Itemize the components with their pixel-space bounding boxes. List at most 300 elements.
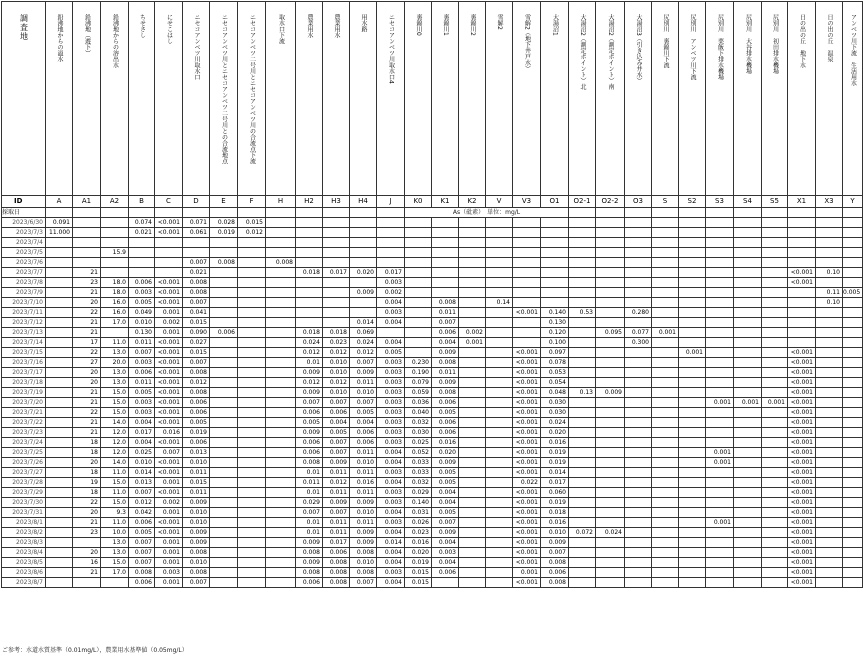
value-cell[interactable] xyxy=(596,418,625,428)
value-cell[interactable]: 0.027 xyxy=(183,338,210,348)
value-cell[interactable] xyxy=(762,468,788,478)
value-cell[interactable] xyxy=(843,418,863,428)
value-cell[interactable] xyxy=(652,228,679,238)
value-cell[interactable]: 17 xyxy=(73,338,101,348)
value-cell[interactable] xyxy=(596,268,625,278)
date-cell[interactable]: 2023/8/2 xyxy=(2,528,46,538)
value-cell[interactable] xyxy=(266,468,296,478)
value-cell[interactable] xyxy=(788,238,816,248)
date-cell[interactable]: 2023/7/10 xyxy=(2,298,46,308)
value-cell[interactable] xyxy=(266,308,296,318)
value-cell[interactable]: 0.008 xyxy=(350,568,377,578)
value-cell[interactable]: <0.001 xyxy=(513,488,541,498)
value-cell[interactable] xyxy=(210,318,238,328)
value-cell[interactable] xyxy=(843,428,863,438)
value-cell[interactable] xyxy=(486,568,513,578)
value-cell[interactable]: 0.01 xyxy=(296,488,323,498)
value-cell[interactable]: 21 xyxy=(73,418,101,428)
value-cell[interactable] xyxy=(734,538,762,548)
value-cell[interactable] xyxy=(762,238,788,248)
value-cell[interactable] xyxy=(625,278,652,288)
value-cell[interactable]: 0.003 xyxy=(377,468,405,478)
value-cell[interactable] xyxy=(73,228,101,238)
value-cell[interactable]: <0.001 xyxy=(155,368,183,378)
value-cell[interactable] xyxy=(843,448,863,458)
value-cell[interactable] xyxy=(129,238,155,248)
value-cell[interactable] xyxy=(734,328,762,338)
value-cell[interactable] xyxy=(238,258,266,268)
value-cell[interactable] xyxy=(266,318,296,328)
date-cell[interactable]: 2023/7/19 xyxy=(2,388,46,398)
value-cell[interactable]: 0.004 xyxy=(432,338,459,348)
value-cell[interactable] xyxy=(569,428,596,438)
value-cell[interactable] xyxy=(788,248,816,258)
value-cell[interactable] xyxy=(569,438,596,448)
value-cell[interactable]: 0.005 xyxy=(296,418,323,428)
value-cell[interactable]: 0.012 xyxy=(238,228,266,238)
value-cell[interactable] xyxy=(706,368,734,378)
value-cell[interactable] xyxy=(513,288,541,298)
value-cell[interactable] xyxy=(625,298,652,308)
value-cell[interactable] xyxy=(843,368,863,378)
value-cell[interactable]: 18.0 xyxy=(101,278,129,288)
value-cell[interactable] xyxy=(210,448,238,458)
value-cell[interactable] xyxy=(266,218,296,228)
value-cell[interactable]: 0.009 xyxy=(183,528,210,538)
value-cell[interactable]: 0.001 xyxy=(155,548,183,558)
value-cell[interactable]: <0.001 xyxy=(513,548,541,558)
value-cell[interactable]: 20.0 xyxy=(101,358,129,368)
value-cell[interactable]: 0.009 xyxy=(323,458,350,468)
value-cell[interactable]: 0.033 xyxy=(405,458,432,468)
value-cell[interactable] xyxy=(459,218,486,228)
value-cell[interactable] xyxy=(569,408,596,418)
value-cell[interactable] xyxy=(706,258,734,268)
value-cell[interactable] xyxy=(569,478,596,488)
value-cell[interactable] xyxy=(596,298,625,308)
value-cell[interactable] xyxy=(459,438,486,448)
value-cell[interactable]: 0.005 xyxy=(432,408,459,418)
value-cell[interactable] xyxy=(652,498,679,508)
value-cell[interactable] xyxy=(843,518,863,528)
value-cell[interactable] xyxy=(101,238,129,248)
value-cell[interactable]: 23 xyxy=(73,528,101,538)
value-cell[interactable] xyxy=(210,368,238,378)
value-cell[interactable] xyxy=(46,308,73,318)
value-cell[interactable]: 21 xyxy=(73,428,101,438)
value-cell[interactable] xyxy=(296,218,323,228)
value-cell[interactable] xyxy=(377,228,405,238)
value-cell[interactable] xyxy=(706,478,734,488)
value-cell[interactable] xyxy=(266,418,296,428)
value-cell[interactable]: 0.010 xyxy=(129,458,155,468)
date-cell[interactable]: 2023/7/24 xyxy=(2,438,46,448)
value-cell[interactable]: <0.001 xyxy=(788,578,816,588)
value-cell[interactable] xyxy=(625,508,652,518)
date-cell[interactable]: 2023/7/18 xyxy=(2,378,46,388)
value-cell[interactable]: <0.001 xyxy=(155,288,183,298)
value-cell[interactable] xyxy=(46,258,73,268)
value-cell[interactable]: <0.001 xyxy=(155,458,183,468)
value-cell[interactable] xyxy=(734,428,762,438)
value-cell[interactable] xyxy=(323,248,350,258)
value-cell[interactable]: 0.001 xyxy=(734,398,762,408)
value-cell[interactable] xyxy=(706,328,734,338)
value-cell[interactable] xyxy=(46,498,73,508)
value-cell[interactable]: 12.0 xyxy=(101,448,129,458)
value-cell[interactable]: 0.003 xyxy=(155,568,183,578)
value-cell[interactable] xyxy=(46,378,73,388)
value-cell[interactable] xyxy=(210,308,238,318)
value-cell[interactable] xyxy=(210,238,238,248)
value-cell[interactable] xyxy=(541,248,569,258)
value-cell[interactable] xyxy=(596,498,625,508)
value-cell[interactable] xyxy=(377,258,405,268)
value-cell[interactable] xyxy=(762,558,788,568)
value-cell[interactable]: 0.006 xyxy=(129,278,155,288)
value-cell[interactable] xyxy=(596,428,625,438)
value-cell[interactable] xyxy=(46,488,73,498)
value-cell[interactable] xyxy=(459,248,486,258)
value-cell[interactable] xyxy=(652,368,679,378)
value-cell[interactable] xyxy=(706,538,734,548)
value-cell[interactable]: 0.009 xyxy=(296,428,323,438)
value-cell[interactable] xyxy=(459,308,486,318)
value-cell[interactable] xyxy=(238,308,266,318)
value-cell[interactable]: 0.006 xyxy=(129,518,155,528)
value-cell[interactable] xyxy=(625,238,652,248)
value-cell[interactable]: <0.001 xyxy=(513,528,541,538)
value-cell[interactable] xyxy=(405,338,432,348)
value-cell[interactable] xyxy=(734,258,762,268)
value-cell[interactable]: 0.010 xyxy=(350,388,377,398)
value-cell[interactable] xyxy=(734,528,762,538)
value-cell[interactable]: <0.001 xyxy=(513,388,541,398)
value-cell[interactable] xyxy=(569,468,596,478)
value-cell[interactable] xyxy=(679,458,706,468)
value-cell[interactable]: 0.008 xyxy=(183,288,210,298)
value-cell[interactable] xyxy=(238,468,266,478)
value-cell[interactable] xyxy=(762,318,788,328)
value-cell[interactable]: 0.230 xyxy=(405,358,432,368)
value-cell[interactable]: 0.009 xyxy=(296,558,323,568)
value-cell[interactable] xyxy=(238,318,266,328)
value-cell[interactable]: 0.009 xyxy=(350,538,377,548)
value-cell[interactable] xyxy=(238,398,266,408)
value-cell[interactable]: 0.011 xyxy=(129,378,155,388)
value-cell[interactable] xyxy=(596,218,625,228)
value-cell[interactable]: 15.9 xyxy=(101,248,129,258)
value-cell[interactable] xyxy=(350,238,377,248)
value-cell[interactable]: 0.016 xyxy=(432,438,459,448)
value-cell[interactable]: 0.018 xyxy=(296,328,323,338)
value-cell[interactable] xyxy=(569,328,596,338)
value-cell[interactable]: 0.004 xyxy=(377,528,405,538)
value-cell[interactable]: 20 xyxy=(73,508,101,518)
value-cell[interactable]: 0.007 xyxy=(129,488,155,498)
value-cell[interactable] xyxy=(266,278,296,288)
value-cell[interactable] xyxy=(459,258,486,268)
value-cell[interactable]: 0.006 xyxy=(541,568,569,578)
value-cell[interactable] xyxy=(596,358,625,368)
value-cell[interactable]: 0.005 xyxy=(432,508,459,518)
value-cell[interactable]: <0.001 xyxy=(155,528,183,538)
value-cell[interactable] xyxy=(569,348,596,358)
value-cell[interactable]: 0.11 xyxy=(816,288,843,298)
value-cell[interactable] xyxy=(238,458,266,468)
value-cell[interactable]: 0.006 xyxy=(183,438,210,448)
value-cell[interactable] xyxy=(569,448,596,458)
value-cell[interactable] xyxy=(596,228,625,238)
value-cell[interactable] xyxy=(459,448,486,458)
value-cell[interactable] xyxy=(266,388,296,398)
value-cell[interactable] xyxy=(238,478,266,488)
value-cell[interactable] xyxy=(652,438,679,448)
value-cell[interactable] xyxy=(46,248,73,258)
value-cell[interactable] xyxy=(569,218,596,228)
value-cell[interactable] xyxy=(350,308,377,318)
value-cell[interactable]: <0.001 xyxy=(513,358,541,368)
value-cell[interactable] xyxy=(679,578,706,588)
value-cell[interactable]: <0.001 xyxy=(513,398,541,408)
value-cell[interactable] xyxy=(625,418,652,428)
value-cell[interactable] xyxy=(734,518,762,528)
value-cell[interactable] xyxy=(266,408,296,418)
value-cell[interactable] xyxy=(679,258,706,268)
value-cell[interactable] xyxy=(46,458,73,468)
value-cell[interactable] xyxy=(734,448,762,458)
value-cell[interactable]: 18.0 xyxy=(101,288,129,298)
value-cell[interactable] xyxy=(652,428,679,438)
value-cell[interactable] xyxy=(843,388,863,398)
value-cell[interactable]: 0.054 xyxy=(541,378,569,388)
value-cell[interactable] xyxy=(266,428,296,438)
value-cell[interactable]: 0.012 xyxy=(129,498,155,508)
value-cell[interactable] xyxy=(101,268,129,278)
value-cell[interactable]: 0.052 xyxy=(405,448,432,458)
value-cell[interactable] xyxy=(486,238,513,248)
value-cell[interactable] xyxy=(625,538,652,548)
value-cell[interactable]: 0.006 xyxy=(296,578,323,588)
date-cell[interactable]: 2023/8/3 xyxy=(2,538,46,548)
value-cell[interactable] xyxy=(652,238,679,248)
value-cell[interactable] xyxy=(652,308,679,318)
value-cell[interactable]: 0.003 xyxy=(129,408,155,418)
value-cell[interactable]: 14.0 xyxy=(101,458,129,468)
value-cell[interactable]: <0.001 xyxy=(788,278,816,288)
value-cell[interactable] xyxy=(706,298,734,308)
value-cell[interactable] xyxy=(238,418,266,428)
value-cell[interactable] xyxy=(350,228,377,238)
value-cell[interactable]: 0.014 xyxy=(350,318,377,328)
value-cell[interactable] xyxy=(734,558,762,568)
value-cell[interactable] xyxy=(266,298,296,308)
value-cell[interactable] xyxy=(266,448,296,458)
value-cell[interactable]: 0.026 xyxy=(405,518,432,528)
value-cell[interactable] xyxy=(762,498,788,508)
date-cell[interactable]: 2023/7/7 xyxy=(2,268,46,278)
value-cell[interactable] xyxy=(816,488,843,498)
value-cell[interactable] xyxy=(762,338,788,348)
value-cell[interactable] xyxy=(652,398,679,408)
value-cell[interactable] xyxy=(459,318,486,328)
value-cell[interactable] xyxy=(679,388,706,398)
value-cell[interactable]: 0.004 xyxy=(432,498,459,508)
value-cell[interactable]: <0.001 xyxy=(513,468,541,478)
value-cell[interactable]: 0.100 xyxy=(541,338,569,348)
value-cell[interactable] xyxy=(46,438,73,448)
date-cell[interactable]: 2023/7/5 xyxy=(2,248,46,258)
value-cell[interactable]: 21 xyxy=(73,568,101,578)
value-cell[interactable] xyxy=(486,288,513,298)
value-cell[interactable] xyxy=(596,518,625,528)
value-cell[interactable] xyxy=(706,578,734,588)
value-cell[interactable] xyxy=(155,268,183,278)
value-cell[interactable]: 0.017 xyxy=(129,428,155,438)
value-cell[interactable] xyxy=(679,428,706,438)
value-cell[interactable] xyxy=(734,228,762,238)
value-cell[interactable]: 14.0 xyxy=(101,418,129,428)
value-cell[interactable]: 0.011 xyxy=(183,468,210,478)
value-cell[interactable]: 0.006 xyxy=(129,368,155,378)
value-cell[interactable]: 0.008 xyxy=(432,388,459,398)
value-cell[interactable] xyxy=(843,578,863,588)
value-cell[interactable]: 0.007 xyxy=(296,508,323,518)
value-cell[interactable]: 0.015 xyxy=(405,578,432,588)
value-cell[interactable] xyxy=(46,338,73,348)
value-cell[interactable] xyxy=(596,558,625,568)
value-cell[interactable] xyxy=(238,428,266,438)
value-cell[interactable]: 21 xyxy=(73,518,101,528)
value-cell[interactable]: <0.001 xyxy=(788,408,816,418)
value-cell[interactable]: 0.008 xyxy=(183,278,210,288)
value-cell[interactable]: 0.006 xyxy=(210,328,238,338)
value-cell[interactable]: 18 xyxy=(73,448,101,458)
value-cell[interactable]: 0.013 xyxy=(183,448,210,458)
value-cell[interactable] xyxy=(459,228,486,238)
value-cell[interactable] xyxy=(706,418,734,428)
value-cell[interactable] xyxy=(734,548,762,558)
value-cell[interactable] xyxy=(762,308,788,318)
value-cell[interactable] xyxy=(405,238,432,248)
value-cell[interactable]: 0.042 xyxy=(129,508,155,518)
value-cell[interactable] xyxy=(679,448,706,458)
value-cell[interactable] xyxy=(266,538,296,548)
value-cell[interactable] xyxy=(459,558,486,568)
value-cell[interactable] xyxy=(486,388,513,398)
value-cell[interactable] xyxy=(459,388,486,398)
value-cell[interactable] xyxy=(762,268,788,278)
value-cell[interactable]: 0.53 xyxy=(569,308,596,318)
value-cell[interactable] xyxy=(652,358,679,368)
value-cell[interactable] xyxy=(734,408,762,418)
value-cell[interactable] xyxy=(486,408,513,418)
value-cell[interactable] xyxy=(762,518,788,528)
value-cell[interactable] xyxy=(816,498,843,508)
value-cell[interactable] xyxy=(46,238,73,248)
value-cell[interactable] xyxy=(843,558,863,568)
value-cell[interactable] xyxy=(513,268,541,278)
value-cell[interactable] xyxy=(679,498,706,508)
value-cell[interactable]: 0.005 xyxy=(129,528,155,538)
value-cell[interactable]: <0.001 xyxy=(155,488,183,498)
value-cell[interactable]: 0.012 xyxy=(296,348,323,358)
value-cell[interactable] xyxy=(596,458,625,468)
value-cell[interactable] xyxy=(569,238,596,248)
value-cell[interactable] xyxy=(652,468,679,478)
value-cell[interactable]: 0.004 xyxy=(129,438,155,448)
value-cell[interactable]: 0.005 xyxy=(129,388,155,398)
value-cell[interactable]: 0.007 xyxy=(350,358,377,368)
value-cell[interactable]: 0.019 xyxy=(210,228,238,238)
value-cell[interactable] xyxy=(210,468,238,478)
value-cell[interactable] xyxy=(238,548,266,558)
value-cell[interactable]: 0.001 xyxy=(155,578,183,588)
value-cell[interactable] xyxy=(129,268,155,278)
value-cell[interactable]: 0.009 xyxy=(183,538,210,548)
value-cell[interactable] xyxy=(486,358,513,368)
value-cell[interactable] xyxy=(625,318,652,328)
value-cell[interactable] xyxy=(569,398,596,408)
value-cell[interactable] xyxy=(459,538,486,548)
value-cell[interactable]: 0.006 xyxy=(296,408,323,418)
value-cell[interactable] xyxy=(569,458,596,468)
value-cell[interactable]: <0.001 xyxy=(788,458,816,468)
value-cell[interactable] xyxy=(432,238,459,248)
value-cell[interactable]: 0.001 xyxy=(679,348,706,358)
value-cell[interactable] xyxy=(266,558,296,568)
value-cell[interactable] xyxy=(762,358,788,368)
value-cell[interactable]: 0.01 xyxy=(296,468,323,478)
value-cell[interactable] xyxy=(788,288,816,298)
value-cell[interactable]: 0.003 xyxy=(377,568,405,578)
value-cell[interactable]: 0.007 xyxy=(183,298,210,308)
value-cell[interactable]: 0.003 xyxy=(432,548,459,558)
value-cell[interactable]: 0.003 xyxy=(377,418,405,428)
value-cell[interactable] xyxy=(734,578,762,588)
date-cell[interactable]: 2023/8/5 xyxy=(2,558,46,568)
value-cell[interactable] xyxy=(788,258,816,268)
value-cell[interactable]: 15.0 xyxy=(101,388,129,398)
value-cell[interactable]: 0.001 xyxy=(155,328,183,338)
value-cell[interactable]: 0.036 xyxy=(405,398,432,408)
value-cell[interactable] xyxy=(486,268,513,278)
value-cell[interactable] xyxy=(377,218,405,228)
value-cell[interactable] xyxy=(46,388,73,398)
value-cell[interactable] xyxy=(73,238,101,248)
value-cell[interactable] xyxy=(486,428,513,438)
value-cell[interactable] xyxy=(46,298,73,308)
value-cell[interactable] xyxy=(46,278,73,288)
value-cell[interactable] xyxy=(73,578,101,588)
value-cell[interactable]: 0.012 xyxy=(323,478,350,488)
value-cell[interactable] xyxy=(210,358,238,368)
value-cell[interactable]: 0.008 xyxy=(432,358,459,368)
value-cell[interactable]: 23 xyxy=(73,278,101,288)
value-cell[interactable]: 0.001 xyxy=(155,538,183,548)
value-cell[interactable] xyxy=(296,278,323,288)
value-cell[interactable] xyxy=(762,448,788,458)
value-cell[interactable]: 0.016 xyxy=(405,538,432,548)
value-cell[interactable]: 0.008 xyxy=(541,558,569,568)
value-cell[interactable] xyxy=(486,328,513,338)
value-cell[interactable] xyxy=(762,458,788,468)
value-cell[interactable]: 0.006 xyxy=(432,568,459,578)
value-cell[interactable]: <0.001 xyxy=(788,378,816,388)
value-cell[interactable]: 0.020 xyxy=(541,428,569,438)
value-cell[interactable] xyxy=(73,538,101,548)
value-cell[interactable]: 0.010 xyxy=(323,368,350,378)
